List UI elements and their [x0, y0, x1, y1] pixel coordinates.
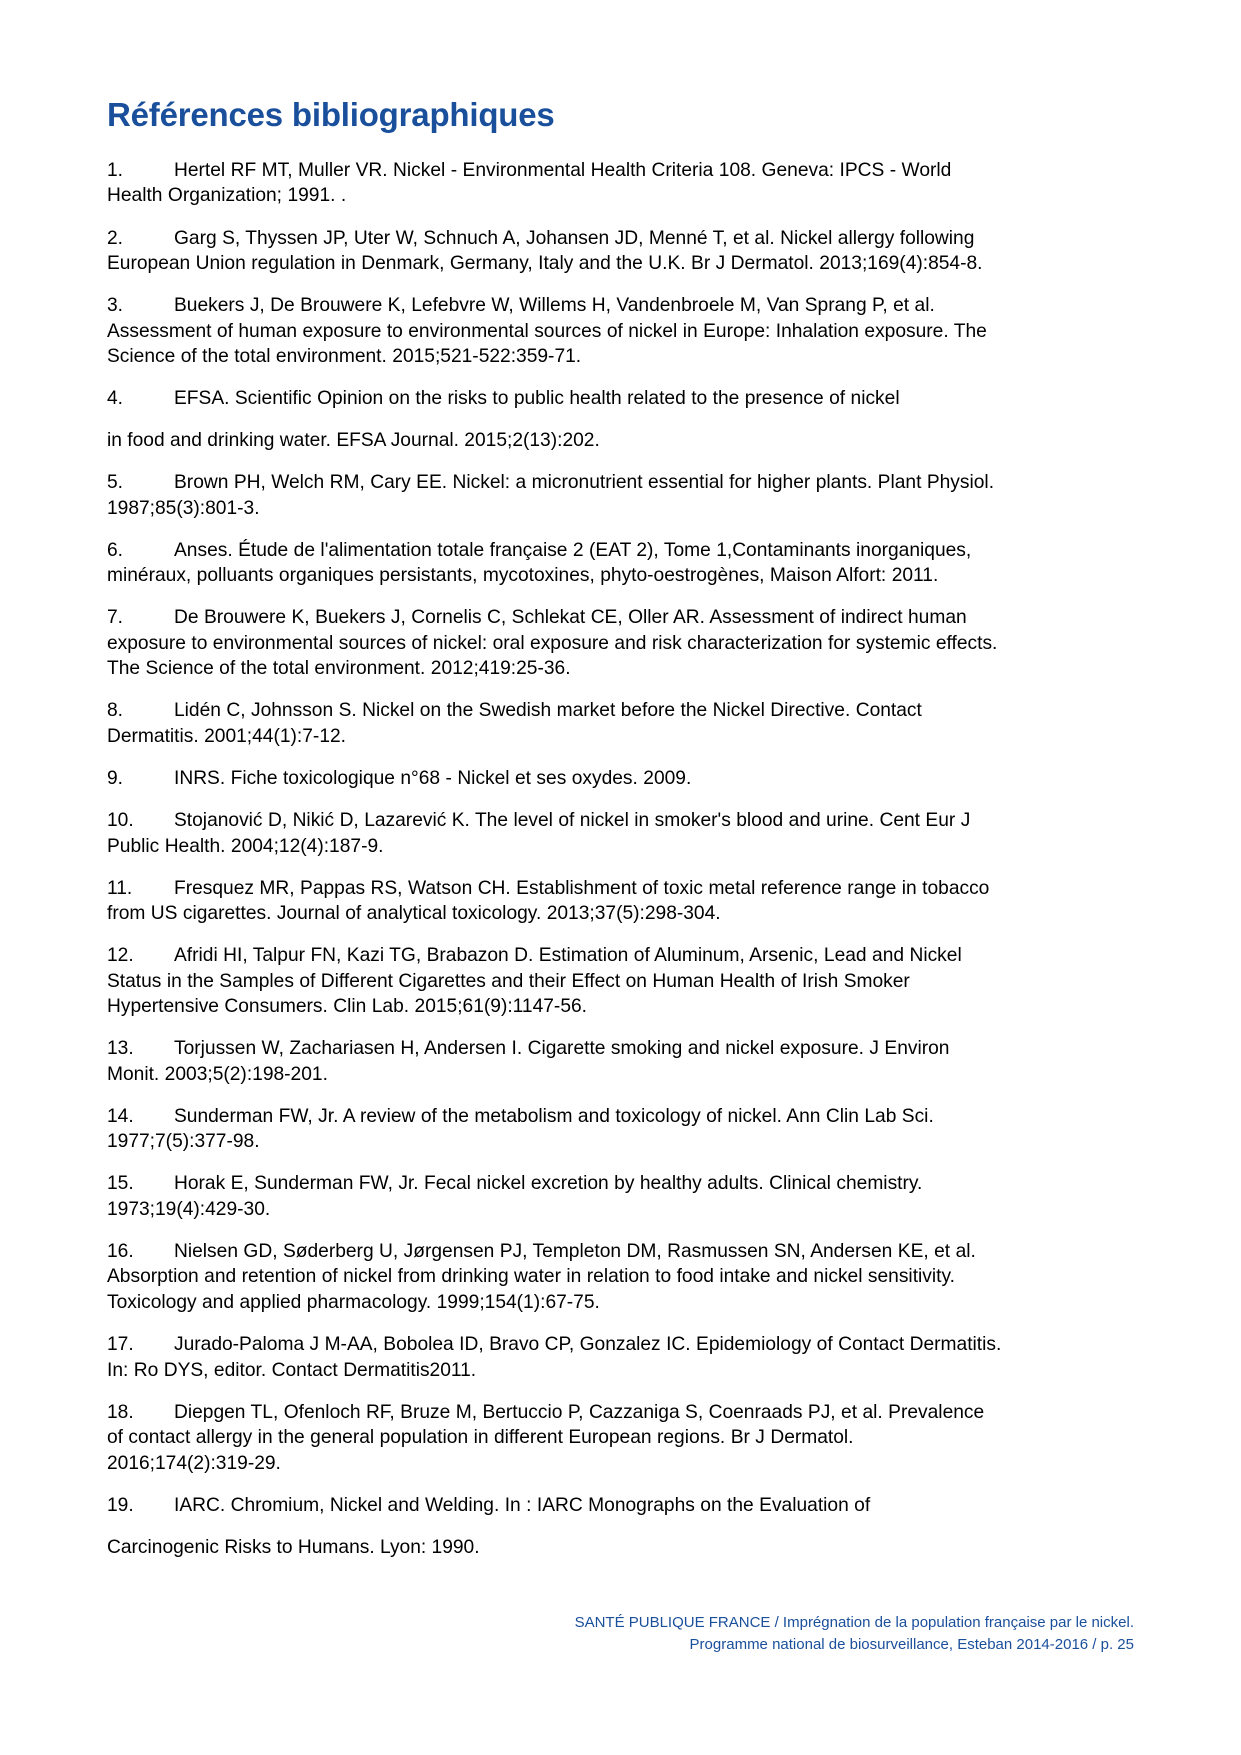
reference-text: De Brouwere K, Buekers J, Cornelis C, Schlekat CE, Oller AR. Assessment of indirect human exposure to environmental sources of nickel: oral exposure and risk characterization for systemic effects. The Science of the total environment. 2012;419:25-36. [107, 607, 998, 680]
reference-item [107, 386, 1003, 412]
reference-item [107, 1104, 1003, 1155]
footer-line-1: SANTÉ PUBLIQUE FRANCE / Imprégnation de la population française par le nickel. [574, 1614, 1134, 1631]
reference-number: 18. [107, 1401, 134, 1423]
reference-item [107, 766, 1003, 792]
reference-text: Brown PH, Welch RM, Cary EE. Nickel: a micronutrient essential for higher plants. Plant Physiol. 1987;85(3):801-3. [107, 472, 995, 519]
reference-number: 15. [107, 1173, 134, 1195]
reference-number: 10. [107, 810, 134, 832]
page-content [107, 96, 1003, 1577]
reference-text: Afridi HI, Talpur FN, Kazi TG, Brabazon D. Estimation of Aluminum, Arsenic, Lead and Nickel Status in the Samples of Different Cigarettes and their Effect on Human Health of Irish Smoker Hypertensive Consumers. Clin Lab. 2015;61(9):1147-56. [107, 945, 962, 1018]
reference-item [107, 226, 1003, 277]
reference-item [107, 1171, 1003, 1222]
reference-text: INRS. Fiche toxicologique n°68 - Nickel et ses oxydes. 2009. [174, 768, 692, 789]
reference-item [107, 538, 1003, 589]
reference-text: Nielsen GD, Søderberg U, Jørgensen PJ, Templeton DM, Rasmussen SN, Andersen KE, et al. Absorption and retention of nickel from drinking water in relation to food intake and nickel sensitivity. Toxicology and applied pharmacology. 1999;154(1):67-75. [107, 1240, 976, 1313]
reference-item [107, 1493, 1003, 1519]
reference-number: 16. [107, 1240, 134, 1262]
reference-text: Stojanović D, Nikić D, Lazarević K. The level of nickel in smoker's blood and urine. Cent Eur J Public Health. 2004;12(4):187-9. [107, 810, 971, 857]
reference-item [107, 470, 1003, 521]
reference-number: 11. [107, 877, 133, 899]
reference-number: 5. [107, 472, 124, 494]
page-title: Références bibliographiques [107, 96, 555, 133]
reference-item [107, 808, 1003, 859]
reference-text: Horak E, Sunderman FW, Jr. Fecal nickel excretion by healthy adults. Clinical chemistry. 1973;19(4):429-30. [107, 1173, 923, 1220]
reference-text: IARC. Chromium, Nickel and Welding. In : IARC Monographs on the Evaluation of [174, 1494, 871, 1516]
reference-item [107, 1400, 1003, 1477]
reference-number: 2. [107, 227, 124, 249]
reference-number: 1. [107, 159, 124, 181]
reference-text: Garg S, Thyssen JP, Uter W, Schnuch A, Johansen JD, Menné T, et al. Nickel allergy following European Union regulation in Denmark, Germany, Italy and the U.K. Br J Dermatol. 2013;169(4):854-8. [107, 227, 983, 275]
reference-text: Lidén C, Johnsson S. Nickel on the Swedish market before the Nickel Directive. Contact Dermatitis. 2001;44(1):7-12. [107, 700, 922, 747]
reference-item [107, 698, 1003, 749]
reference-item [107, 943, 1003, 1020]
reference-number: 9. [107, 768, 124, 789]
reference-number: 8. [107, 700, 124, 722]
reference-item [107, 1036, 1003, 1087]
reference-number: 12. [107, 945, 134, 967]
reference-item [107, 876, 1003, 927]
reference-text: Anses. Étude de l'alimentation totale française 2 (EAT 2), Tome 1,Contaminants inorganiques, minéraux, polluants organiques persistants, mycotoxines, phyto-oestrogènes, Maison Alfort: 2011. [107, 539, 972, 587]
reference-number: 19. [107, 1494, 134, 1516]
reference-item [107, 605, 1003, 682]
reference-text: Buekers J, De Brouwere K, Lefebvre W, Willems H, Vandenbroele M, Van Sprang P, et al. Assessment of human exposure to environmental sources of nickel in Europe: Inhalation exposure. The Science of the total environment. 2015;521-522:359-71. [107, 295, 987, 368]
reference-item [107, 1332, 1003, 1383]
footer-line-2: Programme national de biosurveillance, Esteban 2014-2016 / p. 25 [689, 1635, 1134, 1653]
reference-item [107, 1239, 1003, 1316]
reference-text: Fresquez MR, Pappas RS, Watson CH. Establishment of toxic metal reference range in tobacco from US cigarettes. Journal of analytical toxicology. 2013;37(5):298-304. [107, 877, 990, 925]
reference-continuation: in food and drinking water. EFSA Journal. 2015;2(13):202. [107, 430, 600, 452]
reference-number: 13. [107, 1038, 134, 1060]
reference-number: 7. [107, 607, 124, 629]
reference-number: 3. [107, 295, 124, 317]
reference-text: Jurado-Paloma J M-AA, Bobolea ID, Bravo CP, Gonzalez IC. Epidemiology of Contact Dermatitis. In: Ro DYS, editor. Contact Dermatitis2011. [107, 1334, 1002, 1381]
reference-list [107, 158, 1003, 1560]
reference-item [107, 293, 1003, 370]
reference-continuation: Carcinogenic Risks to Humans. Lyon: 1990. [107, 1536, 480, 1558]
reference-text: Torjussen W, Zachariasen H, Andersen I. Cigarette smoking and nickel exposure. J Environ Monit. 2003;5(2):198-201. [107, 1038, 950, 1085]
reference-text: Diepgen TL, Ofenloch RF, Bruze M, Bertuccio P, Cazzaniga S, Coenraads PJ, et al. Prevalence of contact allergy in the general population in different European regions. Br J Dermatol. 2016;174(2):319-29. [107, 1401, 985, 1474]
reference-number: 17. [107, 1334, 134, 1356]
reference-text: Sunderman FW, Jr. A review of the metabolism and toxicology of nickel. Ann Clin Lab Sci. 1977;7(5):377-98. [107, 1105, 934, 1153]
reference-number: 14. [107, 1105, 134, 1127]
page-footer [107, 1612, 1134, 1656]
reference-number: 6. [107, 539, 124, 561]
reference-text: Hertel RF MT, Muller VR. Nickel - Environmental Health Criteria 108. Geneva: IPCS - World Health Organization; 1991. . [107, 159, 952, 207]
reference-item [107, 158, 1003, 209]
reference-text: EFSA. Scientific Opinion on the risks to public health related to the presence of nickel [174, 388, 900, 410]
reference-number: 4. [107, 388, 124, 410]
